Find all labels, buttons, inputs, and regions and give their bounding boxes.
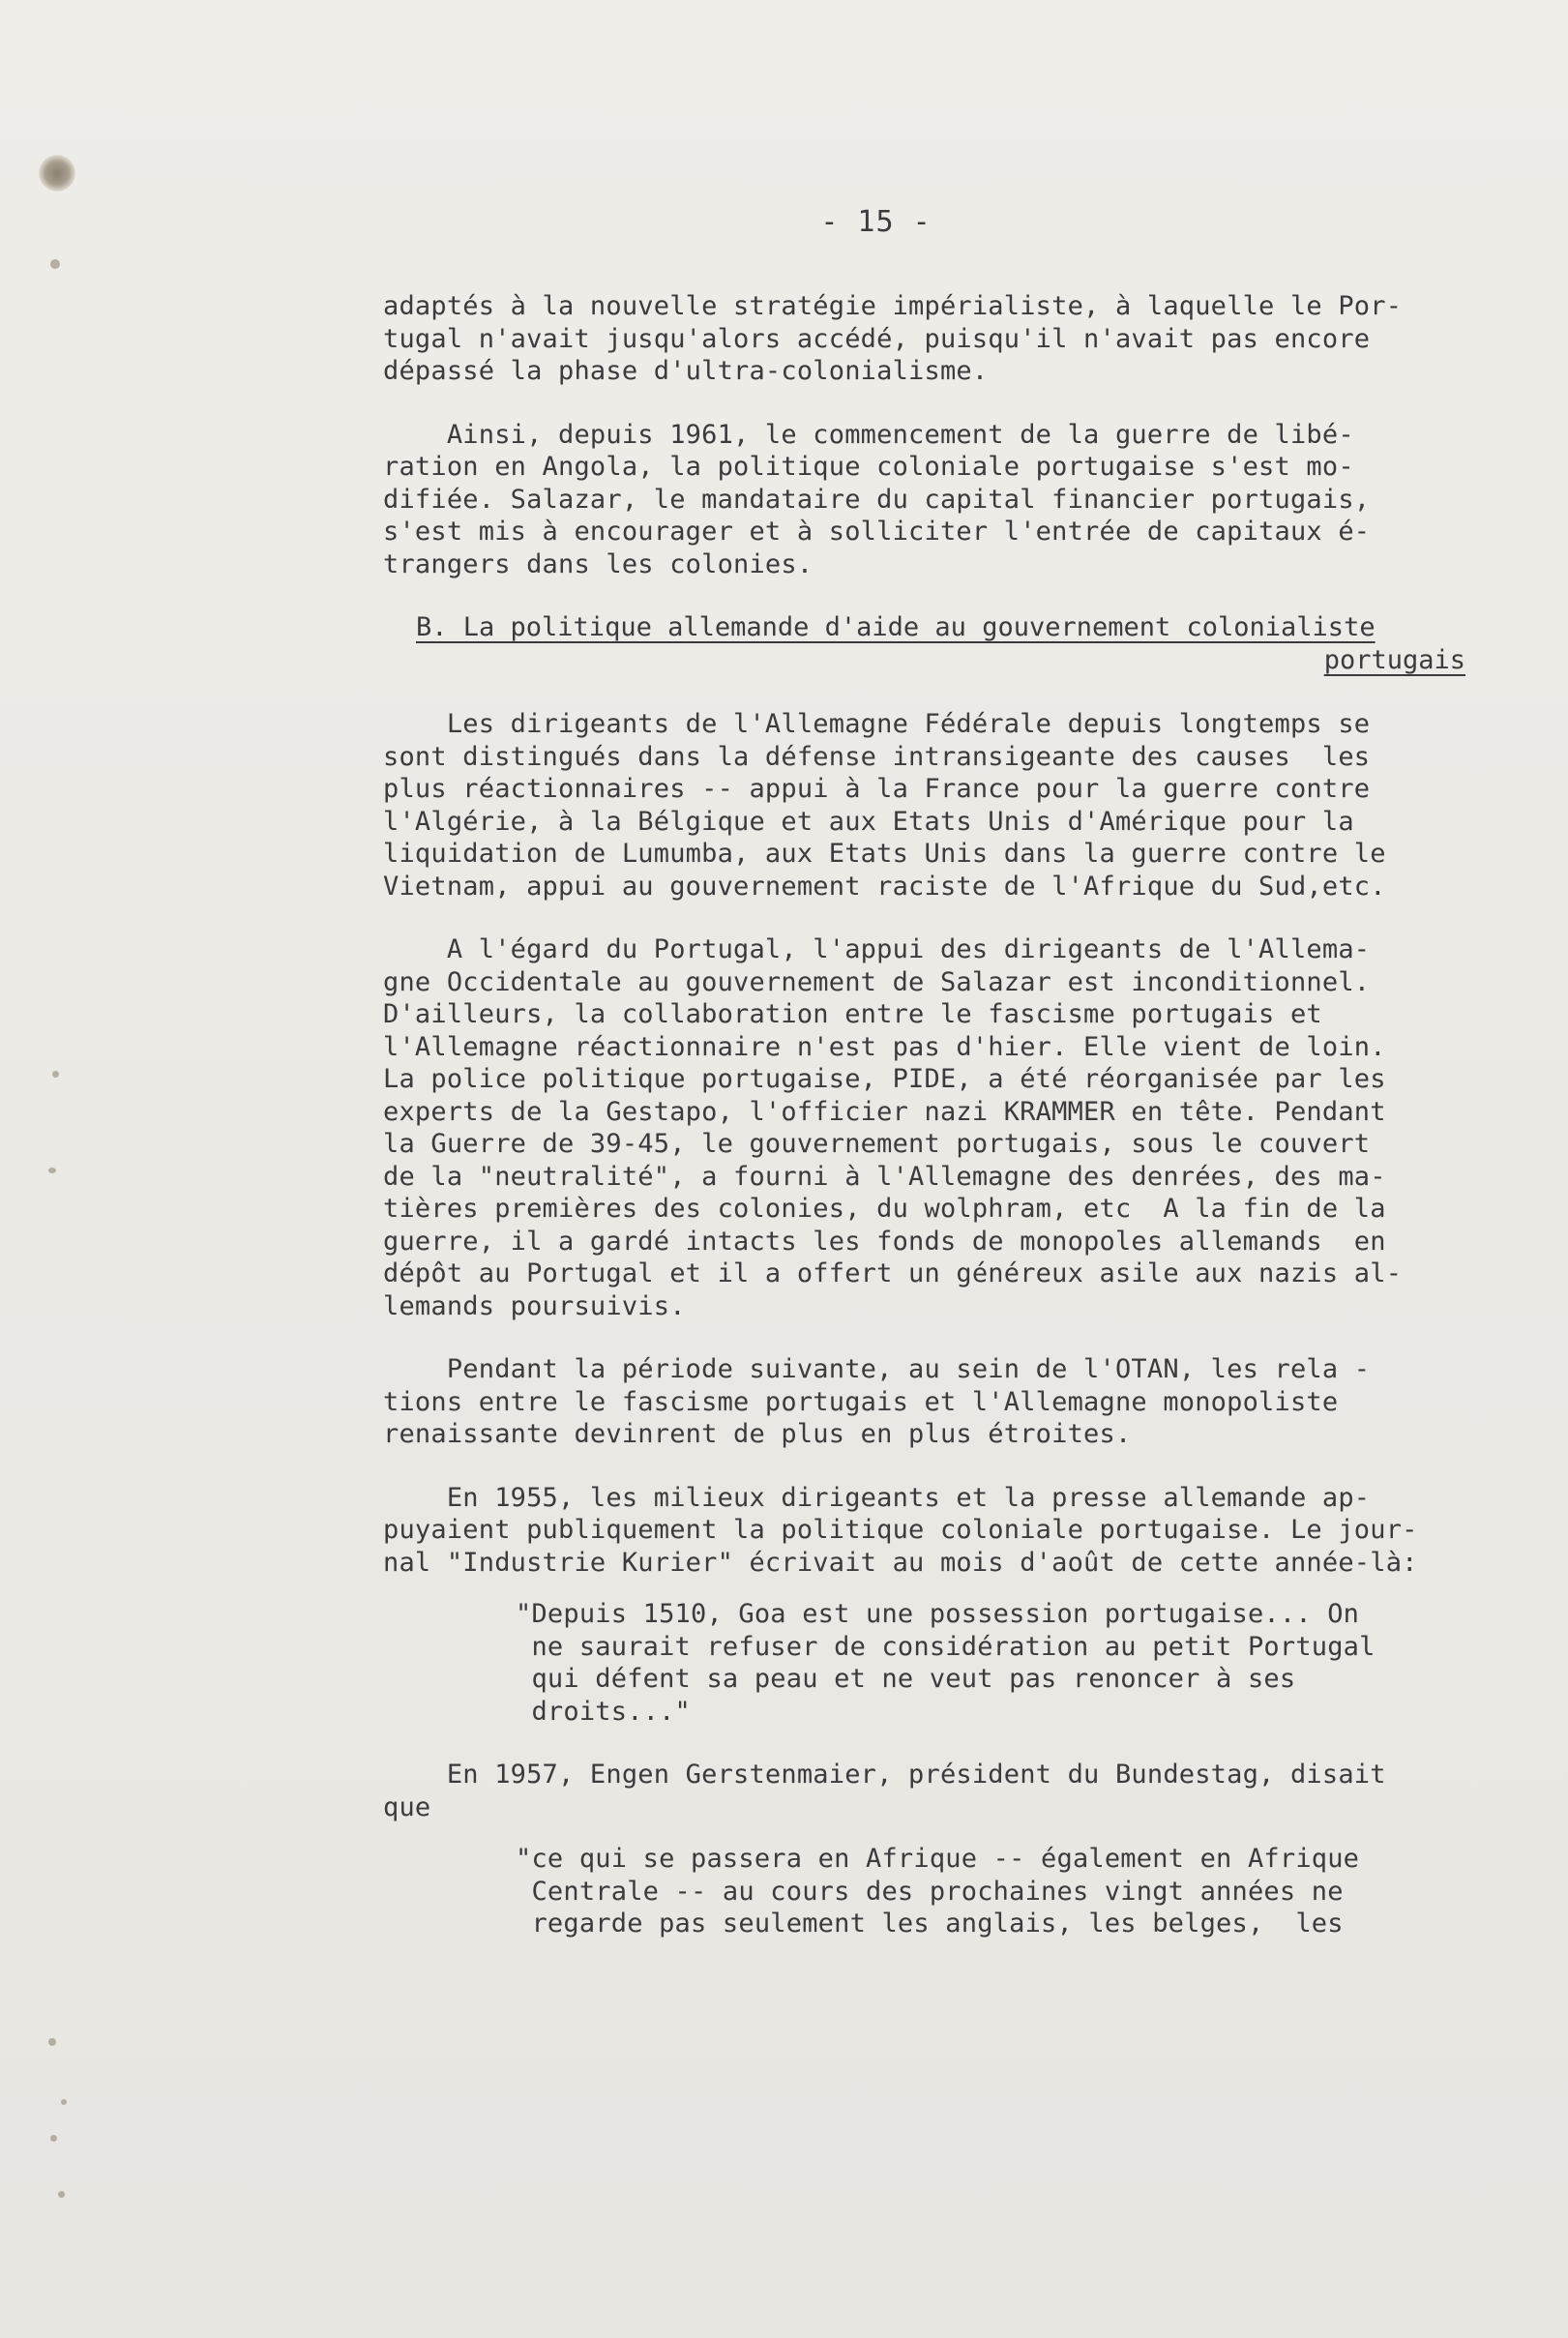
paper-speck (58, 2191, 65, 2198)
page-number: - 15 - (820, 205, 932, 239)
paper-speck (50, 2135, 57, 2142)
paragraph-1955: En 1955, les milieux dirigeants et la presse allemande ap- puyaient publiquement la politique coloniale portugaise. Le jour- nal "Industrie Kurier" écrivait au mois d'août de cette année-là: (383, 1482, 1418, 1578)
paper-speck (61, 2099, 67, 2105)
section-heading-line2: portugais (1323, 645, 1465, 675)
paper-speck (48, 1168, 56, 1173)
paper-speck (50, 259, 60, 269)
section-heading (416, 611, 1465, 677)
paragraph-continuation: adaptés à la nouvelle stratégie impérialiste, à laquelle le Por- tugal n'avait jusqu'alors accédé, puisqu'il n'avait pas encore dépassé la phase d'ultra-colonialisme. (383, 291, 1403, 386)
paragraph-otan: Pendant la période suivante, au sein de l'OTAN, les rela - tions entre le fascisme portugais et l'Allemagne monopoliste renaissante devinrent de plus en plus étroites. (383, 1354, 1371, 1449)
paper-speck (52, 1071, 59, 1078)
paragraph-1957: En 1957, Engen Gerstenmaier, président du Bundestag, disait que (383, 1760, 1386, 1822)
quote-industrie-kurier: "Depuis 1510, Goa est une possession portugaise... On ne saurait refuser de considération au petit Portugal qui défent sa peau et ne veut pas renoncer à ses droits..." (516, 1599, 1376, 1727)
paragraph-portugal-support: A l'égard du Portugal, l'appui des dirigeants de l'Allema- gne Occidentale au gouvernement de Salazar est inconditionnel. D'ailleurs, la collaboration entre le fascisme portugais et l'Allemagne réactionnaire n'est pas d'hier. Elle vient de loin. La police politique portugaise, PIDE, a été réorganisée par les experts de la Gestapo, l'officier nazi KRAMMER en tête. Pendant la Guerre de 39-45, le gouvernement portugais, sous le couvert de la "neutralité", a fourni à l'Allemagne des denrées, des ma- tières premières des colonies, du wolphram, etc A la fin de la guerre, il a gardé intacts les fonds de monopoles allemands en dépôt au Portugal et il a offert un généreux asile aux nazis al- lemands poursuivis. (383, 934, 1403, 1321)
paragraph-angola-1961: Ainsi, depuis 1961, le commencement de la guerre de libé- ration en Angola, la politique coloniale portugaise s'est mo- difiée. Salazar, le mandataire du capital financier portugais, s'est mis à encourager et à solliciter l'entrée de capitaux é- trangers dans les colonies. (383, 419, 1371, 579)
punch-hole-mark (39, 155, 75, 192)
document-body (383, 290, 1471, 1971)
paper-speck (48, 2038, 56, 2046)
quote-gerstenmaier: "ce qui se passera en Afrique -- également en Afrique Centrale -- au cours des prochaines vingt années ne regarde pas seulement les anglais, les belges, les (516, 1844, 1360, 1938)
paragraph-federal-germany: Les dirigeants de l'Allemagne Fédérale depuis longtemps se sont distingués dans la défense intransigeante des causes les plus réactionnaires -- appui à la France pour la guerre contre l'Algérie, à la Bélgique et aux Etats Unis d'Amérique pour la liquidation de Lumumba, aux Etats Unis dans la guerre contre le Vietnam, appui au gouvernement raciste de l'Afrique du Sud,etc. (383, 709, 1386, 902)
section-heading-line1: B. La politique allemande d'aide au gouvernement colonialiste (416, 612, 1376, 642)
